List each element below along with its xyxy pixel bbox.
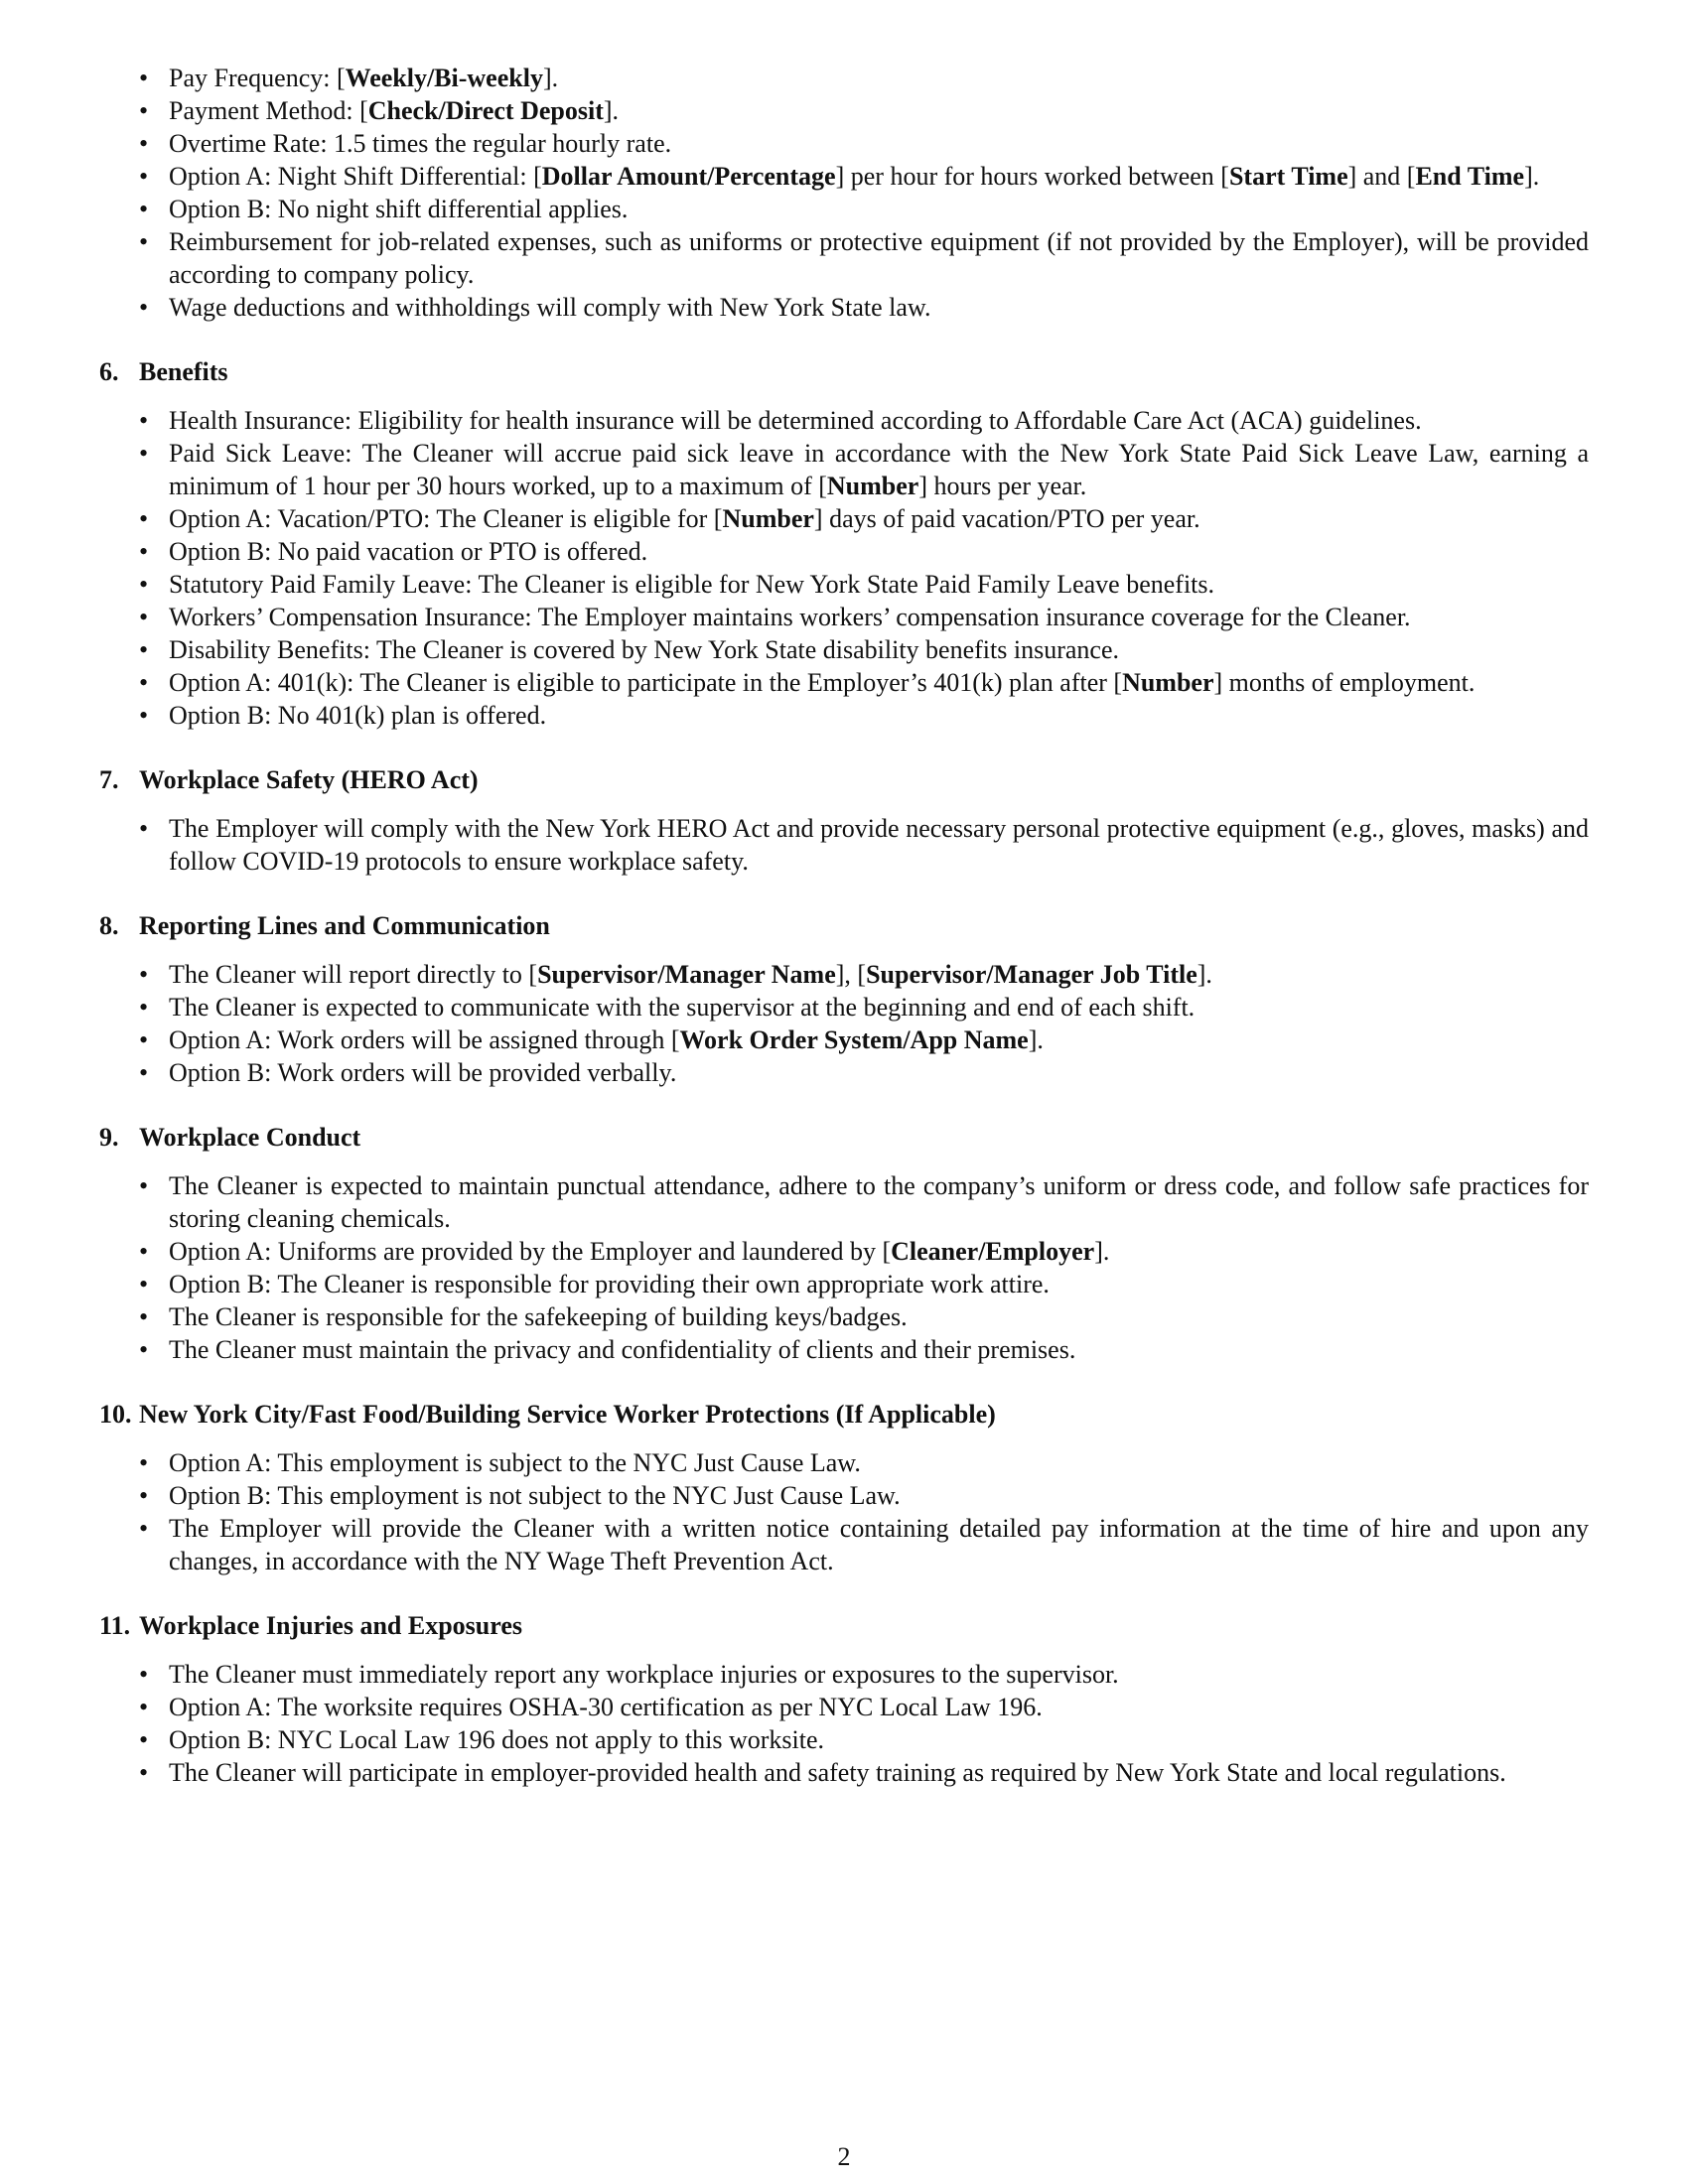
section-list: [99, 404, 1589, 732]
text-run: Payment Method: [: [169, 96, 368, 125]
list-item: [99, 225, 1589, 291]
text-run: Workers’ Compensation Insurance: The Employer maintains workers’ compensation insurance coverage for the Cleaner.: [169, 603, 1411, 631]
list-item: [99, 958, 1589, 991]
list-item: [99, 699, 1589, 732]
page-number: 2: [837, 2142, 851, 2171]
text-run: The Cleaner must immediately report any workplace injuries or exposures to the supervisor.: [169, 1660, 1119, 1689]
section-number: 6.: [99, 357, 119, 386]
list-item: [99, 1756, 1589, 1789]
section-number: 8.: [99, 911, 119, 940]
section-title: Benefits: [139, 357, 228, 386]
text-run: Option B: The Cleaner is responsible for providing their own appropriate work attire.: [169, 1270, 1050, 1298]
section-title: Reporting Lines and Communication: [139, 911, 550, 940]
list-item: [99, 62, 1589, 94]
section-title: Workplace Injuries and Exposures: [139, 1611, 522, 1640]
sections-container: [99, 356, 1589, 1789]
text-run: Option A: This employment is subject to the NYC Just Cause Law.: [169, 1448, 861, 1477]
list-item: [99, 404, 1589, 437]
list-item: [99, 535, 1589, 568]
text-run: Disability Benefits: The Cleaner is covered by New York State disability benefits insurance.: [169, 635, 1119, 664]
placeholder-field: Work Order System/App Name: [679, 1025, 1029, 1054]
text-run: ] hours per year.: [918, 472, 1087, 500]
placeholder-field: Supervisor/Manager Job Title: [866, 960, 1197, 989]
section-heading: [99, 1610, 1589, 1642]
placeholder-field: Cleaner/Employer: [891, 1237, 1095, 1266]
list-item: [99, 502, 1589, 535]
text-run: Option B: No night shift differential applies.: [169, 195, 629, 223]
text-run: ] and [: [1347, 162, 1416, 191]
text-run: The Cleaner is expected to maintain punctual attendance, adhere to the company’s uniform or dress code, and follow safe practices for storing cleaning chemicals.: [169, 1171, 1589, 1233]
text-run: Wage deductions and withholdings will comply with New York State law.: [169, 293, 931, 322]
list-item: [99, 193, 1589, 225]
list-item: [99, 1169, 1589, 1235]
text-run: The Cleaner is responsible for the safekeeping of building keys/badges.: [169, 1302, 908, 1331]
section: [99, 764, 1589, 878]
text-run: Option A: Vacation/PTO: The Cleaner is eligible for [: [169, 504, 723, 533]
section-title: Workplace Conduct: [139, 1123, 361, 1152]
list-item: [99, 1723, 1589, 1756]
section: [99, 1399, 1589, 1577]
list-item: [99, 1300, 1589, 1333]
list-item: [99, 160, 1589, 193]
text-run: Option A: Uniforms are provided by the Employer and laundered by [: [169, 1237, 892, 1266]
text-run: The Employer will comply with the New York HERO Act and provide necessary personal protective equipment (e.g., gloves, masks) and follow COVID-19 protocols to ensure workplace safety.: [169, 814, 1589, 876]
text-run: The Cleaner is expected to communicate with the supervisor at the beginning and end of each shift.: [169, 993, 1196, 1022]
placeholder-field: Dollar Amount/Percentage: [541, 162, 836, 191]
list-item: [99, 1024, 1589, 1056]
text-run: Option B: NYC Local Law 196 does not apply to this worksite.: [169, 1725, 825, 1754]
section-list: [99, 812, 1589, 878]
text-run: Option B: This employment is not subject to the NYC Just Cause Law.: [169, 1481, 901, 1510]
list-item: [99, 291, 1589, 324]
list-item: [99, 812, 1589, 878]
section-list: [99, 1658, 1589, 1789]
section-number: 7.: [99, 765, 119, 794]
placeholder-field: Number: [1122, 668, 1214, 697]
section: [99, 910, 1589, 1089]
text-run: Reimbursement for job-related expenses, such as uniforms or protective equipment (if not provided by the Employer), will be provided according to company policy.: [169, 227, 1589, 289]
list-item: [99, 437, 1589, 502]
list-item: [99, 1658, 1589, 1691]
text-run: The Cleaner will participate in employer-provided health and safety training as required by New York State and local regulations.: [169, 1758, 1506, 1787]
section-heading: [99, 1122, 1589, 1154]
section-heading: [99, 764, 1589, 796]
list-item: [99, 568, 1589, 601]
text-run: Pay Frequency: [: [169, 64, 346, 92]
text-run: ].: [603, 96, 620, 125]
text-run: The Cleaner must maintain the privacy and confidentiality of clients and their premises.: [169, 1335, 1076, 1364]
section-number: 11.: [99, 1611, 131, 1640]
section-heading: [99, 1399, 1589, 1431]
section-heading: [99, 910, 1589, 942]
text-run: ].: [1028, 1025, 1044, 1054]
text-run: Option A: 401(k): The Cleaner is eligible to participate in the Employer’s 401(k) plan after [: [169, 668, 1123, 697]
text-run: Option B: No 401(k) plan is offered.: [169, 701, 547, 730]
section: [99, 1122, 1589, 1366]
placeholder-field: Start Time: [1228, 162, 1348, 191]
text-run: ], [: [835, 960, 867, 989]
placeholder-field: End Time: [1415, 162, 1525, 191]
pay-terms-list: [99, 62, 1589, 324]
list-item: [99, 1333, 1589, 1366]
list-item: [99, 1268, 1589, 1300]
text-run: Paid Sick Leave: The Cleaner will accrue paid sick leave in accordance with the New York State Paid Sick Leave Law, earning a minimum of 1 hour per 30 hours worked, up to a maximum of [: [169, 439, 1589, 500]
list-item: [99, 1056, 1589, 1089]
text-run: Health Insurance: Eligibility for health insurance will be determined according to Affordable Care Act (ACA) guidelines.: [169, 406, 1422, 435]
section: [99, 1610, 1589, 1789]
list-item: [99, 94, 1589, 127]
text-run: Option A: The worksite requires OSHA-30 certification as per NYC Local Law 196.: [169, 1693, 1043, 1721]
list-item: [99, 666, 1589, 699]
text-run: ] days of paid vacation/PTO per year.: [813, 504, 1200, 533]
placeholder-field: Check/Direct Deposit: [367, 96, 604, 125]
text-run: ] months of employment.: [1213, 668, 1476, 697]
section-title: Workplace Safety (HERO Act): [139, 765, 479, 794]
text-run: Overtime Rate: 1.5 times the regular hourly rate.: [169, 129, 672, 158]
text-run: Option B: No paid vacation or PTO is offered.: [169, 537, 648, 566]
text-run: ].: [542, 64, 559, 92]
list-item: [99, 991, 1589, 1024]
section-number: 10.: [99, 1400, 132, 1429]
text-run: Statutory Paid Family Leave: The Cleaner is eligible for New York State Paid Family Leave benefits.: [169, 570, 1215, 599]
text-run: ].: [1094, 1237, 1110, 1266]
list-item: [99, 1479, 1589, 1512]
section: [99, 356, 1589, 732]
section-title: New York City/Fast Food/Building Service Worker Protections (If Applicable): [139, 1400, 996, 1429]
list-item: [99, 633, 1589, 666]
text-run: ].: [1196, 960, 1212, 989]
list-item: [99, 1691, 1589, 1723]
section-heading: [99, 356, 1589, 388]
text-run: ].: [1524, 162, 1540, 191]
placeholder-field: Number: [722, 504, 814, 533]
list-item: [99, 1446, 1589, 1479]
section-list: [99, 1169, 1589, 1366]
list-item: [99, 1235, 1589, 1268]
text-run: The Employer will provide the Cleaner with a written notice containing detailed pay information at the time of hire and upon any changes, in accordance with the NY Wage Theft Prevention Act.: [169, 1514, 1589, 1575]
placeholder-field: Weekly/Bi-weekly: [345, 64, 543, 92]
text-run: The Cleaner will report directly to [: [169, 960, 538, 989]
document-page: [99, 62, 1589, 1789]
list-item: [99, 1512, 1589, 1577]
text-run: Option A: Work orders will be assigned through [: [169, 1025, 680, 1054]
list-item: [99, 601, 1589, 633]
section-number: 9.: [99, 1123, 119, 1152]
placeholder-field: Supervisor/Manager Name: [537, 960, 836, 989]
text-run: ] per hour for hours worked between [: [835, 162, 1229, 191]
placeholder-field: Number: [826, 472, 919, 500]
text-run: Option B: Work orders will be provided verbally.: [169, 1058, 677, 1087]
section-list: [99, 1446, 1589, 1577]
section-list: [99, 958, 1589, 1089]
list-item: [99, 127, 1589, 160]
text-run: Option A: Night Shift Differential: [: [169, 162, 542, 191]
